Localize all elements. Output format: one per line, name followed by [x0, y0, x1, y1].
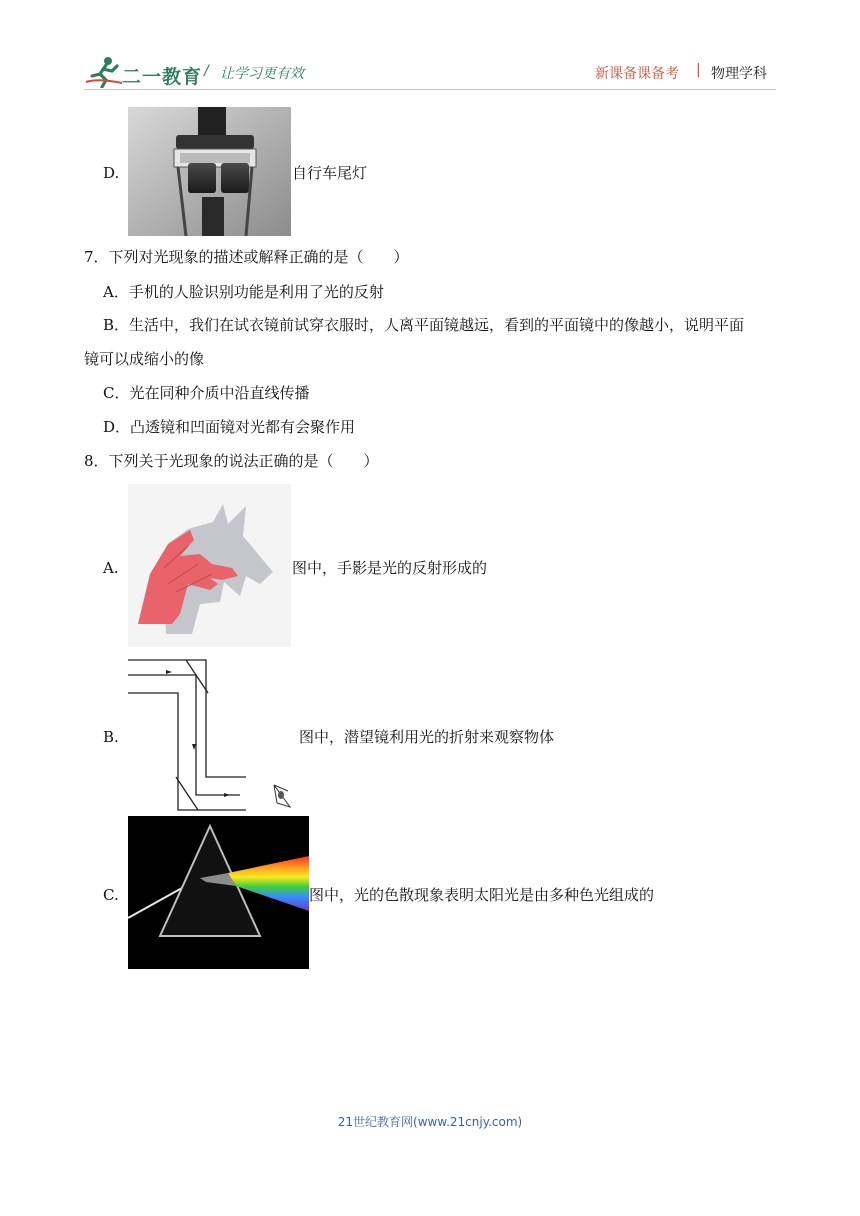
q7-option-d: D．凸透镜和凹面镜对光都有会聚作用 [103, 418, 356, 436]
q8-option-c-text: 图中，光的色散现象表明太阳光是由多种色光组成的 [309, 886, 655, 904]
bike-tail-light-image [128, 107, 291, 236]
prism-dispersion-image [128, 816, 309, 969]
header-divider: | [696, 62, 701, 78]
header-course-label: 新课备课备考 [595, 66, 679, 82]
q8-option-b-label: B. [103, 728, 119, 746]
slogan: 让学习更有效 [220, 66, 304, 82]
slogan-separator: / [204, 63, 209, 79]
header [0, 0, 860, 95]
q6-option-d-text: 自行车尾灯 [292, 164, 368, 182]
q7-option-a: A．手机的人脸识别功能是利用了光的反射 [103, 283, 384, 301]
q8-option-c-label: C. [103, 886, 119, 904]
eye-icon [274, 785, 290, 807]
periscope-diagram [128, 655, 304, 815]
q8-option-a-text: 图中，手影是光的反射形成的 [292, 559, 488, 577]
footer-text: 21世纪教育网(www.21cnjy.com) [337, 1115, 523, 1129]
q6-option-d-label: D. [103, 164, 120, 182]
q7-option-b-cont: 镜可以成缩小的像 [84, 350, 205, 368]
q7-option-b: B．生活中，我们在试衣镜前试穿衣服时，人离平面镜越远，看到的平面镜中的像越小，说明平面 [103, 316, 745, 334]
q8-option-b-text: 图中，潜望镜利用光的折射来观察物体 [299, 728, 555, 746]
header-rule [84, 89, 776, 90]
logo-text: 二一教育 [122, 66, 203, 88]
runner-logo-icon [84, 56, 124, 88]
q8-option-a-label: A. [103, 559, 119, 577]
q7-stem: 7．下列对光现象的描述或解释正确的是（ ） [84, 248, 409, 266]
hand-shadow-image [128, 484, 291, 647]
q8-stem: 8．下列关于光现象的说法正确的是（ ） [84, 452, 379, 470]
header-subject: 物理学科 [711, 66, 767, 82]
q7-option-c: C．光在同种介质中沿直线传播 [103, 384, 310, 402]
